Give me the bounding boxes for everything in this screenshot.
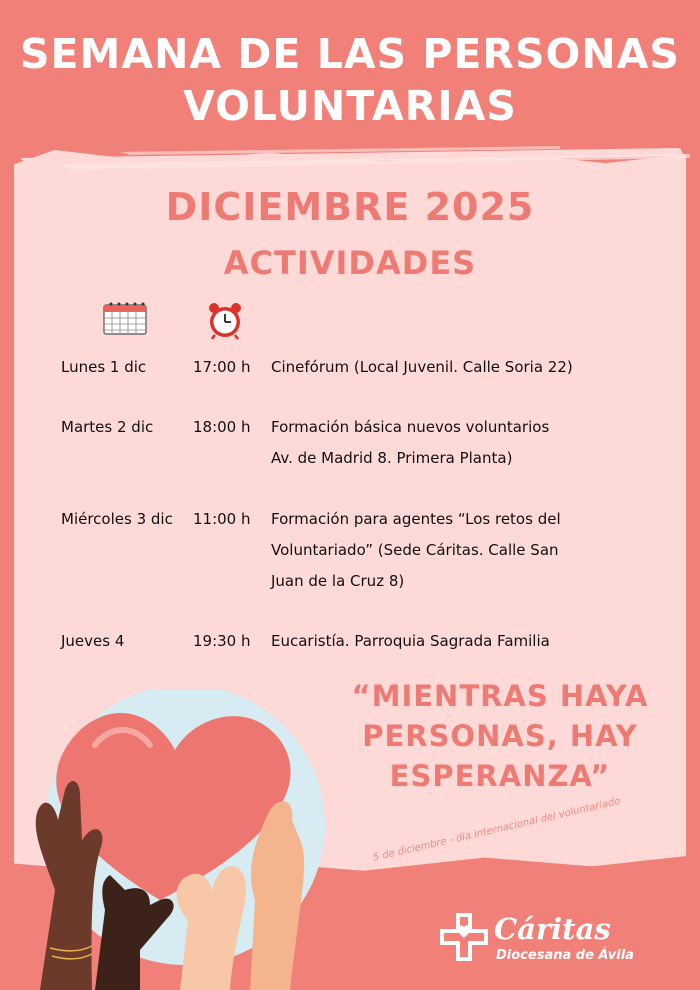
description-line: Formación para agentes “Los retos del (271, 510, 561, 528)
brush-stroke-decoration (0, 142, 700, 182)
schedule-day: Miércoles 3 dic (61, 510, 173, 528)
description-line: Juan de la Cruz 8) (271, 572, 405, 590)
schedule-time: 17:00 h (193, 358, 251, 376)
quote-line-3: ESPERANZA” (389, 759, 611, 793)
schedule-time: 19:30 h (193, 632, 251, 650)
schedule-description (271, 412, 601, 474)
title-line-2: VOLUNTARIAS (183, 82, 517, 130)
description-line: Av. de Madrid 8. Primera Planta) (271, 449, 513, 467)
calendar-icon (102, 300, 148, 336)
international-day-note: 5 de diciembre - día internacional del voluntariado (372, 795, 622, 864)
org-name: Cáritas (494, 912, 611, 946)
heart-hands-illustration (0, 690, 360, 990)
description-line: Voluntariado” (Sede Cáritas. Calle San (271, 541, 559, 559)
motto-quote (350, 676, 650, 796)
schedule-description (271, 504, 601, 597)
schedule-time: 11:00 h (193, 510, 251, 528)
caritas-cross-logo (440, 913, 488, 961)
schedule-description (271, 626, 601, 657)
org-subtitle: Diocesana de Ávila (496, 948, 634, 963)
schedule-description (271, 352, 601, 383)
schedule-day: Martes 2 dic (61, 418, 154, 436)
month-heading: DICIEMBRE 2025 (165, 185, 535, 229)
quote-line-2: PERSONAS, HAY (362, 719, 638, 753)
description-line: Cinefórum (Local Juvenil. Calle Soria 22) (271, 358, 573, 376)
activities-heading: ACTIVIDADES (223, 244, 477, 282)
alarm-clock-icon (207, 300, 243, 340)
page-title (0, 28, 700, 132)
schedule-day: Jueves 4 (61, 632, 125, 650)
description-line: Formación básica nuevos voluntarios (271, 418, 550, 436)
quote-line-1: “MIENTRAS HAYA (351, 679, 649, 713)
description-line: Eucaristía. Parroquia Sagrada Familia (271, 632, 550, 650)
schedule-time: 18:00 h (193, 418, 251, 436)
title-line-1: SEMANA DE LAS PERSONAS (20, 30, 680, 78)
schedule-day: Lunes 1 dic (61, 358, 147, 376)
